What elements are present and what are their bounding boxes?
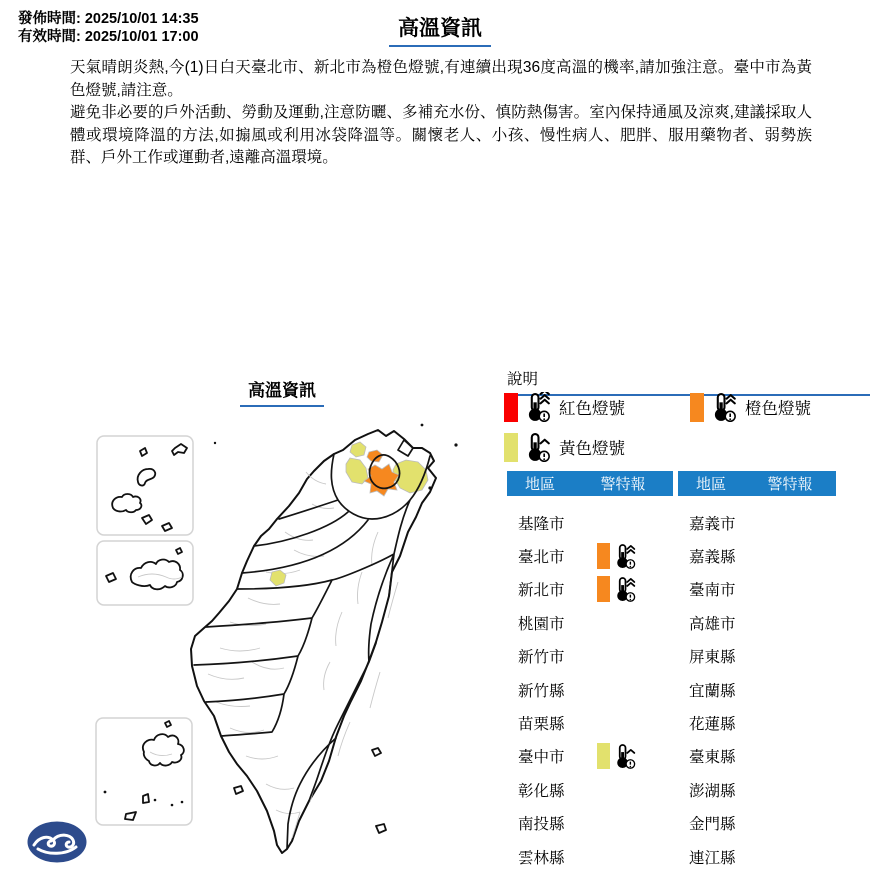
region-name: 新竹縣 [518, 682, 565, 700]
map-title: 高溫資訊 [240, 376, 324, 407]
thermometer-warning-icon [525, 392, 552, 423]
legend-item-yellow [504, 432, 690, 462]
table-row [678, 706, 836, 739]
region-name: 苗栗縣 [518, 716, 565, 734]
region-name: 彰化縣 [518, 782, 565, 800]
thermometer-warning-icon [614, 743, 637, 770]
table-row [678, 539, 836, 572]
advisory-paragraph-1: 天氣晴朗炎熱,今(1)日白天臺北市、新北市為橙色燈號,有連續出現36度高溫的機率,請加強注意。臺中市為黃色燈號,請注意。 [70, 59, 812, 99]
column-header-region: 地區 [524, 476, 555, 493]
legend-items [504, 392, 811, 462]
thermometer-warning-icon [614, 543, 637, 570]
warning-cell [597, 576, 637, 603]
table-row [678, 606, 836, 639]
taiwan-map [80, 412, 490, 880]
warning-color-swatch [597, 576, 610, 602]
table-row [507, 773, 673, 806]
legend-color-swatch [690, 393, 704, 422]
region-name: 嘉義市 [689, 515, 736, 533]
thermometer-warning-icon [711, 392, 738, 423]
region-name: 基隆市 [518, 515, 565, 533]
warning-cell [597, 543, 637, 570]
cwa-logo [26, 820, 88, 864]
table-row [507, 807, 673, 840]
region-name: 新北市 [518, 582, 565, 600]
region-name: 新竹市 [518, 649, 565, 667]
table-row [678, 506, 836, 539]
warning-table-right [678, 471, 836, 873]
thermometer-warning-icon [614, 576, 637, 603]
warning-color-swatch [597, 543, 610, 569]
region-name: 高雄市 [689, 615, 736, 633]
advisory-paragraph-2: 避免非必要的戶外活動、勞動及運動,注意防曬、多補充水份、慎防熱傷害。室內保持通風及涼爽,建議採取人體或環境降溫的方法,如搧風或利用冰袋降溫等。關懷老人、小孩、慢性病人、肥胖、服用藥物者、弱勢族群、戶外工作或運動者,遠離高溫環境。 [70, 104, 812, 166]
table-row [678, 840, 836, 873]
table-row [507, 506, 673, 539]
inset-matsu-islands [97, 436, 193, 535]
region-name: 雲林縣 [518, 849, 565, 867]
region-name: 臺南市 [689, 582, 736, 600]
region-name: 金門縣 [689, 816, 736, 834]
region-name: 臺中市 [518, 749, 565, 767]
legend-label: 紅色燈號 [559, 400, 625, 418]
table-row [507, 640, 673, 673]
region-name: 南投縣 [518, 816, 565, 834]
region-name: 屏東縣 [689, 649, 736, 667]
table-row [678, 640, 836, 673]
column-header-warning: 警特報 [767, 476, 813, 493]
green-island [372, 748, 381, 756]
inset-kinmen [97, 541, 193, 605]
table-row [507, 740, 673, 773]
table-header [678, 471, 836, 496]
region-name: 連江縣 [689, 849, 736, 867]
table-row [507, 840, 673, 873]
table-header [507, 471, 673, 496]
table-row [678, 573, 836, 606]
region-name: 嘉義縣 [689, 549, 736, 567]
publish-time-block [18, 10, 199, 46]
table-row [507, 673, 673, 706]
column-header-region: 地區 [695, 476, 726, 493]
table-row [507, 606, 673, 639]
legend-label: 黃色燈號 [559, 440, 625, 458]
region-name: 桃園市 [518, 615, 565, 633]
column-header-warning: 警特報 [600, 476, 646, 493]
warning-cell [597, 743, 637, 770]
region-name: 宜蘭縣 [689, 682, 736, 700]
thermometer-warning-icon [525, 432, 552, 463]
warning-table-left [507, 471, 673, 873]
warning-color-swatch [597, 743, 610, 769]
table-row [678, 773, 836, 806]
legend-item-red [504, 392, 690, 422]
table-row [678, 673, 836, 706]
legend-color-swatch [504, 393, 518, 422]
table-row [678, 740, 836, 773]
valid-time: 有效時間: 2025/10/01 17:00 [18, 29, 199, 45]
legend-label: 橙色燈號 [745, 400, 811, 418]
region-name: 臺北市 [518, 549, 565, 567]
legend-color-swatch [504, 433, 518, 462]
legend-title: 說明 [505, 365, 870, 396]
advisory-text [70, 57, 812, 170]
region-name: 花蓮縣 [689, 716, 736, 734]
orchid-island [376, 824, 386, 833]
inset-penghu [96, 718, 192, 825]
publish-time: 發佈時間: 2025/10/01 14:35 [18, 11, 199, 27]
table-row [507, 539, 673, 572]
legend-item-orange [690, 392, 811, 422]
table-row [678, 807, 836, 840]
table-row [507, 573, 673, 606]
region-name: 臺東縣 [689, 749, 736, 767]
page-title: 高溫資訊 [389, 12, 491, 47]
xiaoliuqiu-island [234, 786, 243, 794]
table-row [507, 706, 673, 739]
region-name: 澎湖縣 [689, 782, 736, 800]
